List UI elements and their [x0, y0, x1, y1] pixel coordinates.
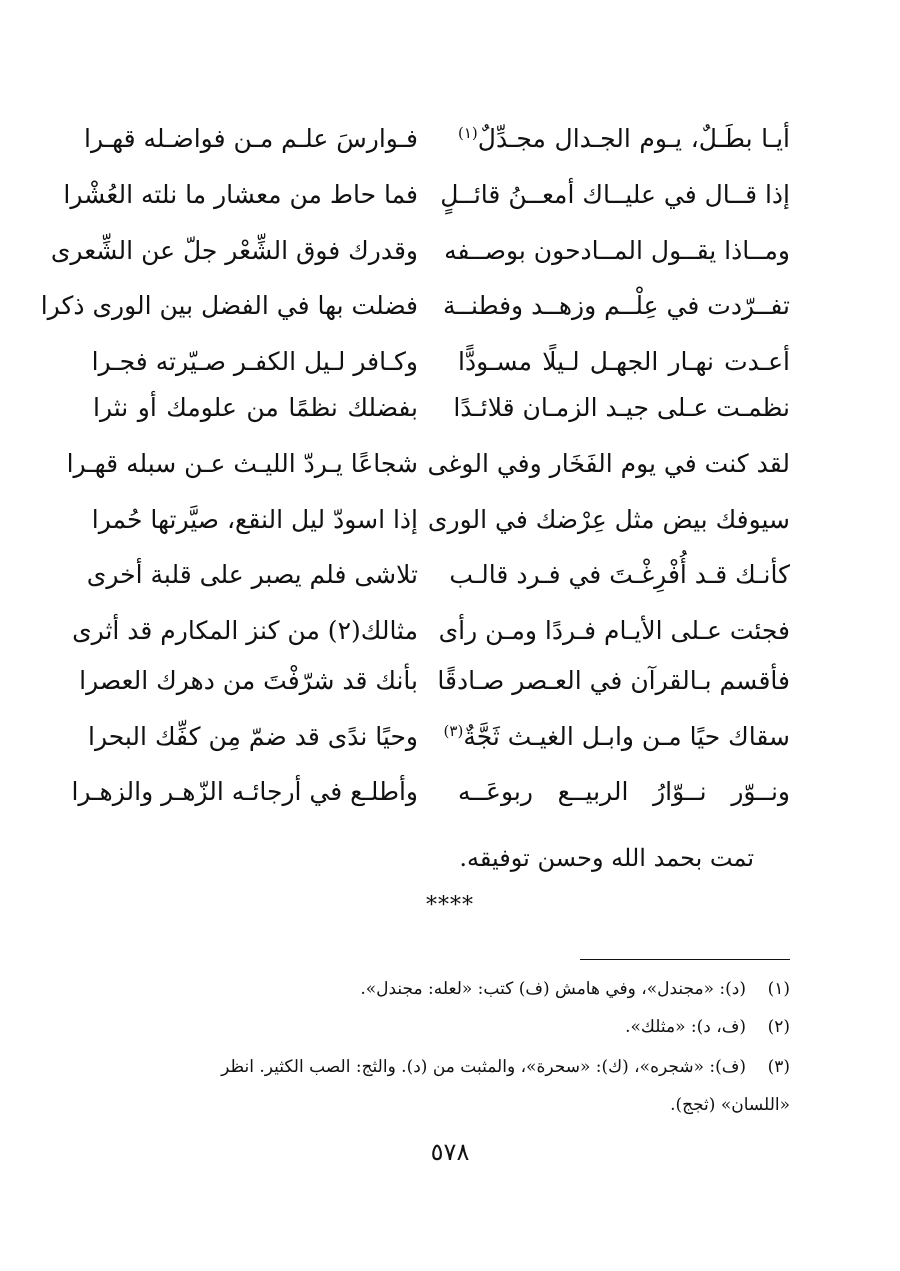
footnote-reference: (١) [458, 124, 478, 142]
footnote-text: (ف): «شجره»، (ك): «سحرة»، والمثبت من (د). والثج: الصب الكثير. انظر [221, 1057, 746, 1077]
footnote-number: (١) [767, 979, 790, 999]
verse-first-hemistich: أعـدت نهـار الجهـل لـيلًا مسـودًّا [458, 347, 790, 376]
verse-second-hemistich: وكـافر لـيل الكفـر صـيّرته فجـرا [91, 347, 418, 376]
verse-first-hemistich: ونــوّر نــوّارُ الربيــع ربوعَــه [458, 777, 790, 806]
page-number: ٥٧٨ [430, 1138, 470, 1166]
verse-second-hemistich: بأنك قد شرّفْتَ من دهرك العصرا [79, 666, 418, 695]
footnote-text: (ف، د): «مثلك». [625, 1017, 746, 1037]
verse-first-hemistich: سيوفك بيض مثل عِرْضك في الورى [427, 505, 790, 534]
verse-second-hemistich: شجاعًا يـردّ الليـث عـن سبله قهـرا [66, 449, 418, 478]
verse-first-hemistich: تفــرّدت في عِلْــم وزهــد وفطنــة [443, 291, 790, 320]
verse-first-hemistich: فأقسم بـالقرآن في العـصر صـادقًا [437, 666, 790, 695]
closing-line: تمت بحمد الله وحسن توفيقه. [459, 844, 754, 872]
verse-first-hemistich: ومــاذا يقــول المــادحون بوصــفه [444, 236, 790, 265]
section-separator: **** [426, 893, 474, 918]
verse-first-hemistich: فجئت عـلى الأيـام فـردًا ومـن رأى [438, 616, 790, 645]
verse-first-hemistich: كأنـك قـد أُفْرِغْـتَ في فـرد قالـب [449, 560, 790, 589]
verse-second-hemistich: فما حاط من معشار ما نلته العُشْرا [63, 180, 418, 209]
footnote-divider [580, 959, 790, 960]
verse-second-hemistich: فـوارسَ علـم مـن فواضـله قهـرا [84, 124, 418, 153]
verse-second-hemistich: وأطلـع في أرجائـه الزّهـر والزهـرا [71, 777, 418, 806]
verse-second-hemistich: بفضلك نظمًا من علومك أو نثرا [93, 393, 418, 422]
footnote-reference: (٣) [443, 722, 464, 740]
verse-second-hemistich: فضلت بها في الفضل بين الورى ذكرا [40, 291, 418, 320]
verse-first-hemistich: إذا قــال في عليــاك أمعــنُ قائــلٍ [440, 180, 790, 209]
verse-first-hemistich: سقاك حيًا مـن وابـل الغيـث ثَجَّةٌ$^{(٣)}$ [443, 722, 790, 751]
verse-first-hemistich: أيـا بطَـلٌ، يـوم الجـدال مجـدِّلٌ$^{(١)}$ [458, 124, 790, 153]
verse-first-hemistich: نظمـت عـلى جيـد الزمـان قلائـدًا [453, 393, 790, 422]
footnote-number: (٢) [767, 1017, 790, 1037]
verse-second-hemistich: تلاشى فلم يصبر على قلبة أخرى [86, 560, 418, 589]
footnote [100, 1052, 790, 1082]
footnote-continuation: «اللسان» (ثجج). [670, 1095, 790, 1115]
verse-second-hemistich: وحيًا ندًى قد ضمّ مِن كفِّك البحرا [88, 722, 418, 751]
verse-second-hemistich: مثالك(٢) من كنز المكارم قد أثرى [72, 616, 418, 645]
footnote [100, 1012, 790, 1042]
footnote [100, 974, 790, 1004]
footnote-number: (٣) [767, 1057, 790, 1077]
verse-second-hemistich: وقدرك فوق الشِّعْر جلّ عن الشِّعرى [50, 236, 418, 265]
footnote-text: (د): «مجندل»، وفي هامش (ف) كتب: «لعله: مجندل». [360, 979, 746, 999]
verse-second-hemistich: إذا اسودّ ليل النقع، صيَّرتها حُمرا [91, 505, 418, 534]
verse-first-hemistich: لقد كنت في يوم الفَخَار وفي الوغى [427, 449, 790, 478]
